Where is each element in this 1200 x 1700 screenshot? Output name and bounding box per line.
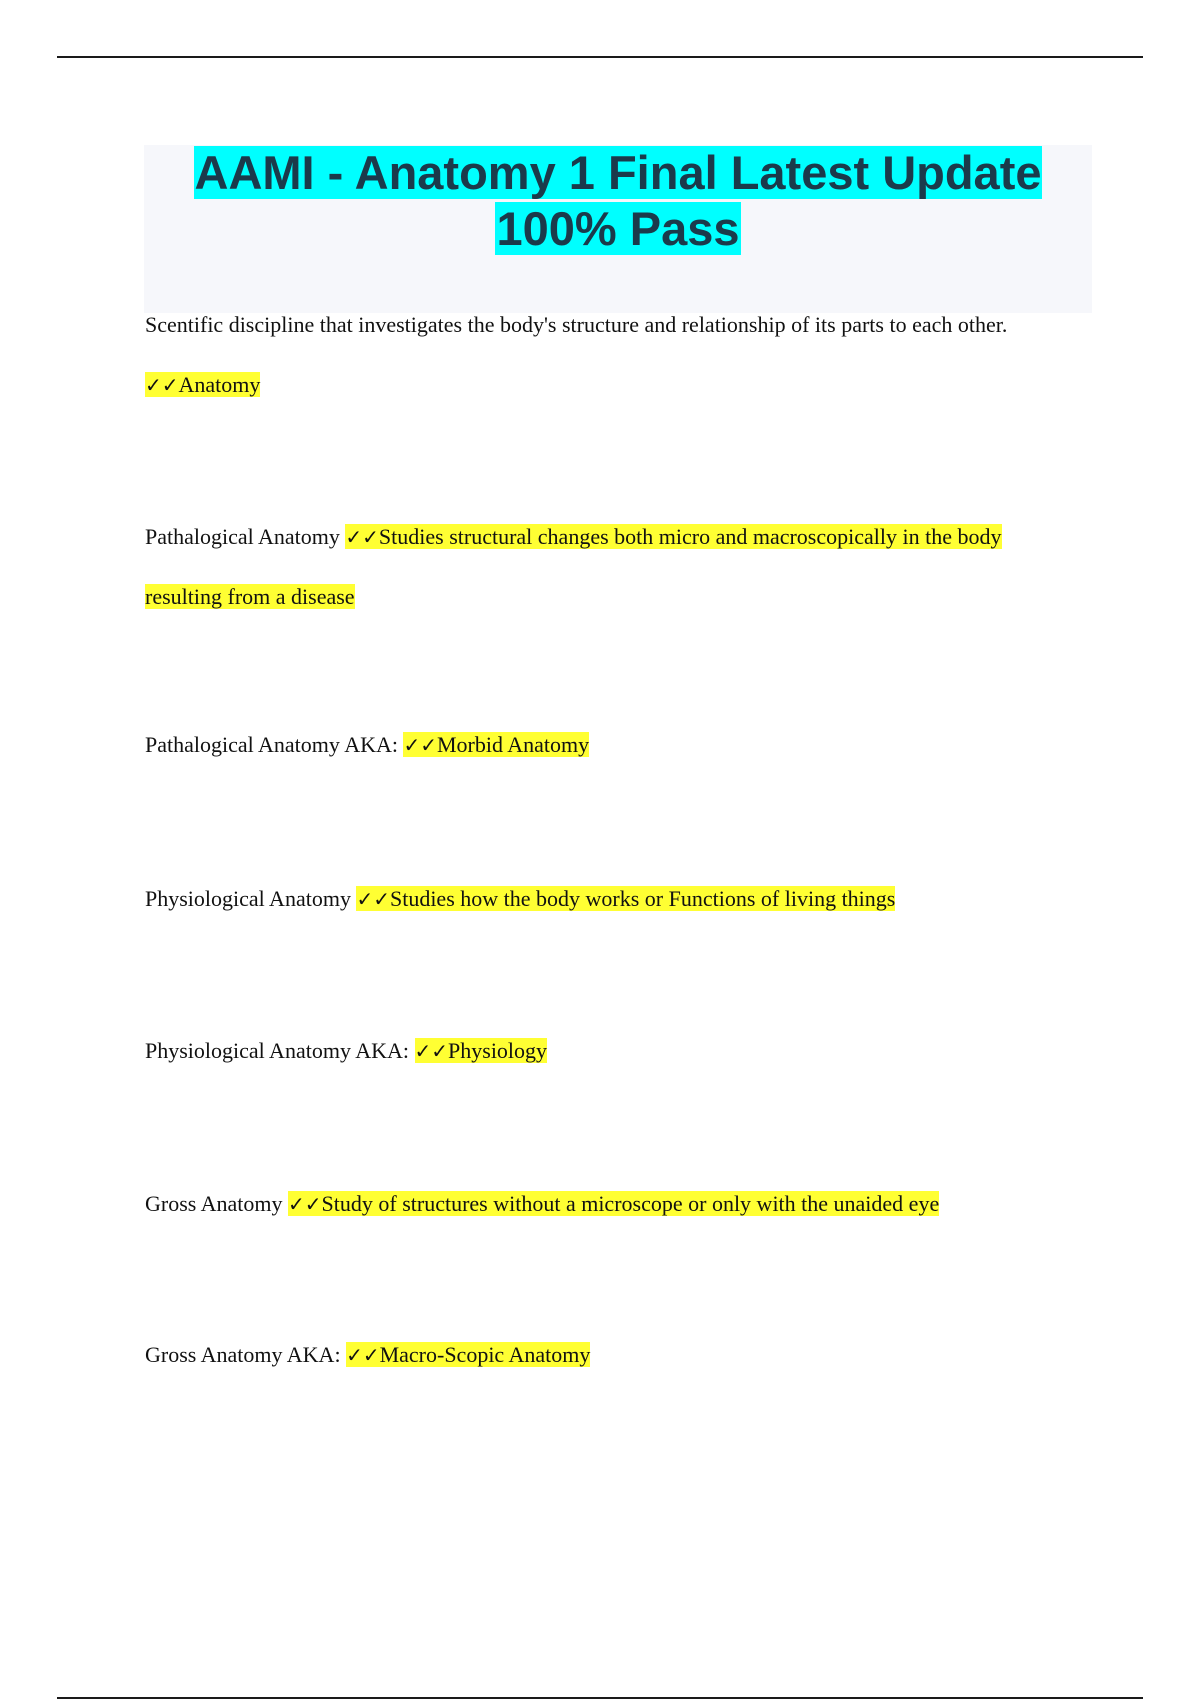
check-icon: ✓✓ <box>345 525 379 549</box>
question-text: Gross Anatomy AKA: <box>145 1342 341 1367</box>
qa-item-6 <box>145 1174 1045 1234</box>
answer-text: Morbid Anatomy <box>436 732 590 757</box>
check-icon: ✓✓ <box>145 373 179 397</box>
question-text: Pathalogical Anatomy <box>145 524 340 549</box>
answer-text: Anatomy <box>178 372 261 397</box>
check-icon: ✓✓ <box>356 887 390 911</box>
header-rule <box>57 56 1143 58</box>
qa-item-4 <box>145 869 1045 929</box>
document-title <box>144 145 1092 257</box>
answer-text: Studies structural changes both micro and macroscopically in the body resulting from a disease <box>145 524 1002 609</box>
qa-item-3 <box>145 715 1045 775</box>
answer-highlight <box>415 1038 548 1063</box>
answer-highlight <box>288 1191 939 1216</box>
qa-item-5 <box>145 1021 1045 1081</box>
answer-text: Macro-Scopic Anatomy <box>379 1342 591 1367</box>
answer-highlight <box>403 732 589 757</box>
footer-rule <box>57 1697 1143 1699</box>
check-icon: ✓✓ <box>346 1343 380 1367</box>
question-text: Physiological Anatomy <box>145 886 351 911</box>
qa-item-2 <box>145 507 1045 627</box>
answer-highlight <box>145 372 260 397</box>
qa-item-1 <box>145 295 1045 415</box>
answer-text: Physiology <box>448 1038 548 1063</box>
answer-highlight <box>346 1342 590 1367</box>
question-text: Gross Anatomy <box>145 1191 283 1216</box>
check-icon: ✓✓ <box>288 1192 322 1216</box>
title-line-1: AAMI - Anatomy 1 Final Latest Update <box>194 146 1042 199</box>
answer-highlight <box>356 886 895 911</box>
question-text: Pathalogical Anatomy AKA: <box>145 732 398 757</box>
question-text: Physiological Anatomy AKA: <box>145 1038 409 1063</box>
qa-item-7 <box>145 1325 1045 1385</box>
check-icon: ✓✓ <box>414 1039 449 1063</box>
answer-text: Studies how the body works or Functions of living things <box>389 886 896 911</box>
question-text: Scentific discipline that investigates the body's structure and relationship of its parts to each other. <box>145 312 1008 337</box>
check-icon: ✓✓ <box>403 733 437 757</box>
answer-text: Study of structures without a microscope or only with the unaided eye <box>321 1191 940 1216</box>
title-line-2: 100% Pass <box>496 202 740 255</box>
